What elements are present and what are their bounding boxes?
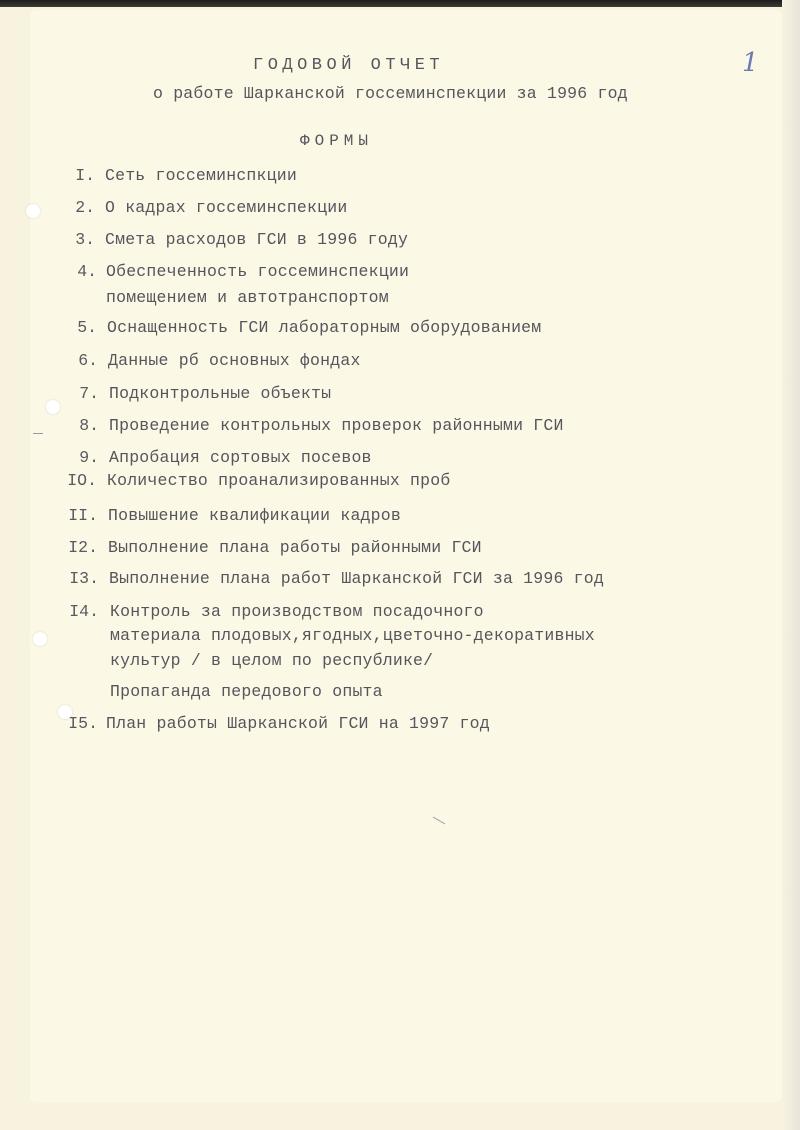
scan-right-edge (782, 0, 800, 1130)
item-number: I4. (69, 602, 99, 621)
item-number: 8. (79, 416, 99, 435)
item-number: I. (75, 166, 95, 185)
item-text: Выполнение плана работ Шарканской ГСИ за 1996 год (109, 569, 604, 588)
item-number: IO. (67, 471, 97, 490)
item-number: 4. (77, 262, 97, 281)
item-text: Пропаганда передового опыта (110, 682, 383, 701)
item-text: План работы Шарканской ГСИ на 1997 год (106, 714, 490, 733)
item-text: Контроль за производством посадочного (110, 602, 484, 621)
item-number: I3. (69, 569, 99, 588)
item-number: 6. (78, 351, 98, 370)
item-number: 3. (75, 230, 95, 249)
item-text: Апробация сортовых посевов (109, 448, 372, 467)
forms-heading: ФОРМЫ (300, 132, 374, 150)
scan-top-edge (0, 0, 800, 7)
report-subtitle: о работе Шарканской госсеминспекции за 1996 год (153, 84, 628, 103)
item-number: 2. (75, 198, 95, 217)
item-text: Данные рб основных фондах (108, 351, 361, 370)
item-number: I2. (68, 538, 98, 557)
binder-hole (33, 632, 47, 646)
item-text: Количество проанализированных проб (107, 471, 451, 490)
item-text-continued: помещением и автотранспортом (106, 288, 389, 307)
item-number: 7. (79, 384, 99, 403)
item-number: I5. (68, 714, 98, 733)
item-text: Проведение контрольных проверок районными ГСИ (109, 416, 564, 435)
item-number: 9. (79, 448, 99, 467)
item-text: О кадрах госсеминспекции (105, 198, 348, 217)
item-text: Выполнение плана работы районными ГСИ (108, 538, 482, 557)
item-text: Сеть госсеминспкции (105, 166, 297, 185)
item-text: Смета расходов ГСИ в 1996 году (105, 230, 409, 249)
item-number: 5. (77, 318, 97, 337)
page-number: 1 (742, 48, 759, 78)
item-text-continued: материала плодовых,ягодных,цветочно-декоративных (110, 626, 595, 645)
item-text-continued: культур / в целом по республике/ (110, 651, 434, 670)
item-number: II. (68, 506, 98, 525)
report-title: ГОДОВОЙ ОТЧЕТ (253, 56, 445, 75)
item-text: Повышение квалификации кадров (108, 506, 401, 525)
item-text: Обеспеченность госсеминспекции (106, 262, 410, 281)
item-text: Оснащенность ГСИ лабораторным оборудованием (107, 318, 542, 337)
item-text: Подконтрольные объекты (109, 384, 332, 403)
